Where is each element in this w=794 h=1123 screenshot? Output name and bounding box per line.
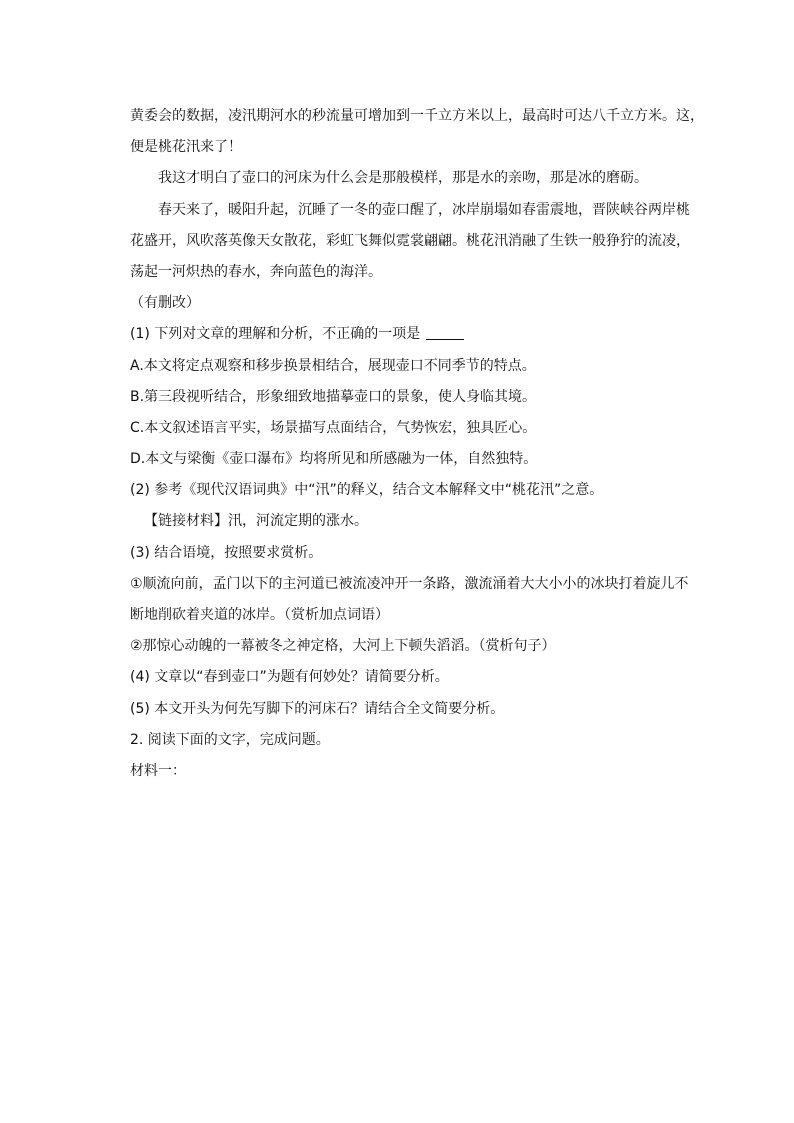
material-1-label: 材料一： xyxy=(130,762,186,779)
question-1-text: (1) 下列对文章的理解和分析，不正确的一项是 xyxy=(130,326,421,343)
question-1-option-c: C.本文叙述语言平实，场景描写点面结合，气势恢宏，独具匠心。 xyxy=(130,419,537,436)
question-5-stem: (5) 本文开头为何先写脚下的河床石？请结合全文简要分析。 xyxy=(130,700,505,717)
passage-line-2: 便是桃花汛来了！ xyxy=(130,139,242,156)
passage-line-3: 我这才明白了壶口的河床为什么会是那般模样，那是水的亲吻，那是冰的磨砺。 xyxy=(158,170,648,187)
question-3-stem: (3) 结合语境，按照要求赏析。 xyxy=(130,544,323,561)
question-1-stem xyxy=(130,319,710,350)
passage-line-1: 黄委会的数据，凌汛期河水的秒流量可增加到一千立方米以上，最高时可达八千立方米。这， xyxy=(130,108,704,124)
question-1-option-d: D.本文与梁衡《壶口瀑布》均将所见和所感融为一体，自然独特。 xyxy=(130,451,538,468)
answer-blank[interactable] xyxy=(426,325,464,340)
passage-note: （有删改） xyxy=(130,295,200,312)
passage-line-4: 春天来了，暖阳升起，沉睡了一冬的壶口醒了，冰岸崩塌如春雷震地，晋陕峡谷两岸桃 xyxy=(158,201,690,218)
question-3-item-2: ②那惊心动魄的一幕被冬之神定格，大河上下顿失滔滔。（赏析句子） xyxy=(130,638,556,655)
page-content xyxy=(130,101,710,787)
section-2-heading: 2. 阅读下面的文字，完成问题。 xyxy=(130,731,330,748)
question-1-option-a: A.本文将定点观察和移步换景相结合，展现壶口不同季节的特点。 xyxy=(130,357,536,374)
question-1-option-b: B.第三段视听结合，形象细致地描摹壶口的景象，使人身临其境。 xyxy=(130,388,537,405)
question-2-material: 【链接材料】汛，河流定期的涨水。 xyxy=(144,513,368,530)
question-4-stem: (4) 文章以“春到壶口”为题有何妙处？请简要分析。 xyxy=(130,669,449,686)
question-3-item-1-line-1: ①顺流向前，孟门以下的主河道已被流凌冲开一条路，激流涌着大大小小的冰块打着旋儿不 xyxy=(130,575,689,592)
question-2-stem: (2) 参考《现代汉语词典》中“汛”的释义，结合文本解释文中“桃花汛”之意。 xyxy=(130,482,604,499)
passage-line-5: 花盛开，风吹落英像天女散花，彩虹飞舞似霓裳翩翩。桃花汛消融了生铁一般狰狞的流凌， xyxy=(130,232,690,249)
passage-line-6: 荡起一河炽热的春水，奔向蓝色的海洋。 xyxy=(130,263,382,280)
question-3-item-1-line-2: 断地削砍着夹道的冰岸。（赏析加点词语） xyxy=(130,607,389,623)
